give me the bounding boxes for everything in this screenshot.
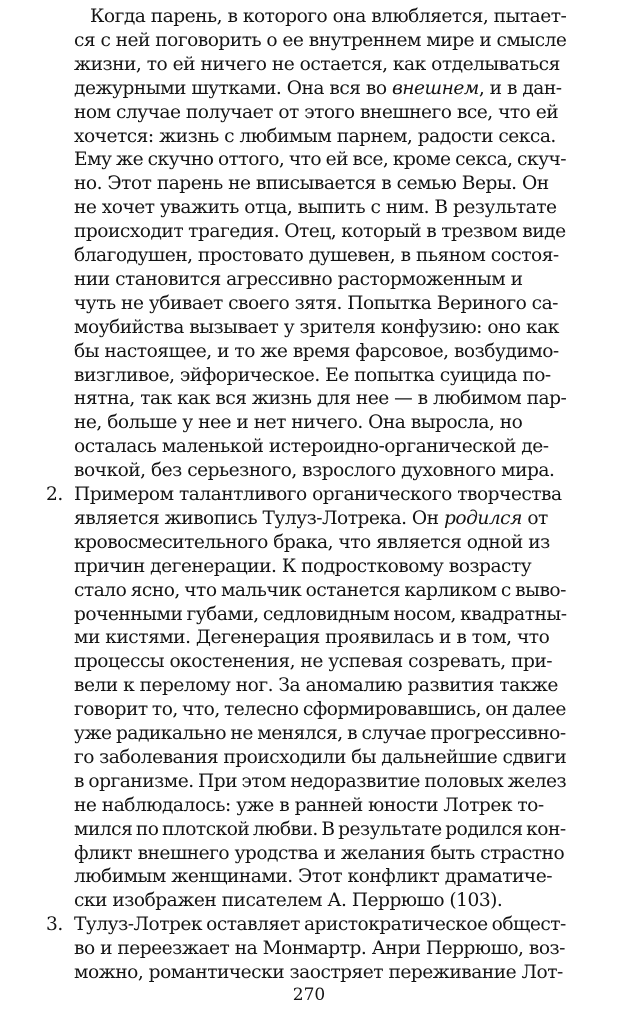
text-line: нии становится агрессивно расторможенным и — [74, 268, 523, 290]
text-line: мился по плотской любви. В результате родился кон- — [74, 818, 566, 840]
text-line: уже радикально не менялся, в случае прогрессивно- — [74, 723, 566, 744]
text-line: бы настоящее, и то же время фарсовое, возбудимо- — [74, 340, 559, 362]
text-line: но. Этот парень не вписывается в семью Веры. Он — [74, 173, 549, 195]
text-line: го заболевания происходили бы дальнейшие сдвиги — [74, 746, 567, 768]
text-line: причин дегенерации. К подростковому возрасту — [74, 555, 532, 577]
text-line: любимым женщинами. Этот конфликт драматиче- — [74, 866, 552, 888]
text-line: вочкой, без серьезного, взрослого духовного мира. — [74, 460, 555, 482]
text-line: нятна, так как вся жизнь для нее — в любимом пар- — [74, 388, 567, 410]
text-line: не, больше у нее и нет ничего. Она выросла, но — [74, 412, 523, 434]
text-line: ся с ней поговорить о ее внутреннем мире и смысле — [74, 29, 567, 51]
text-line: во и переезжает на Монмартр. Анри Перрюшо, воз- — [74, 938, 565, 960]
text-line: визгливое, эйфорическое. Ее попытка суицида по- — [74, 364, 551, 386]
text-line: роченными губами, седловидным носом, квадратны- — [74, 603, 567, 625]
text-line: чуть не убивает своего зятя. Попытка Вериного са- — [74, 292, 558, 314]
list-number: 3. — [46, 914, 63, 936]
text-line: вели к перелому ног. За аномалию развития также — [74, 675, 558, 697]
text-line: дежурными шутками. Она вся во внешнем, и в дан- — [74, 77, 562, 99]
text-line: Примером талантливого органического творчества — [74, 484, 562, 505]
page-number: 270 — [292, 985, 326, 1005]
list-number: 2. — [46, 484, 63, 505]
text-line: происходит трагедия. Отец, который в трезвом виде — [74, 221, 566, 243]
text-line: осталась маленькой истероидно-органической де- — [74, 436, 549, 458]
text-line: ном случае получает от этого внешнего все, что ей — [74, 101, 559, 123]
text-line: хочется: жизнь с любимым парнем, радости секса. — [74, 125, 556, 147]
text-line: можно, романтически заостряет переживание Лот- — [74, 962, 563, 983]
text-line: не хочет уважить отца, выпить с ним. В результате — [74, 197, 557, 219]
text-line: Когда парень, в которого она влюбляется, пытает- — [90, 6, 567, 27]
text-line: говорит то, что, телесно сформировавшись, он далее — [74, 699, 566, 721]
text-line: ски изображен писателем А. Перрюшо (103). — [74, 890, 503, 912]
text-line: моубийства вызывает у зрителя конфузию: оно как — [74, 316, 559, 338]
text-line: Тулуз-Лотрек оставляет аристократическое общест- — [74, 914, 566, 936]
text-line: не наблюдалось: уже в ранней юности Лотрек то- — [74, 794, 544, 816]
text-line: процессы окостенения, не успевая созревать, при- — [74, 651, 553, 673]
text-line: является живопись Тулуз-Лотрека. Он родился от — [74, 507, 548, 529]
text-line: стало ясно, что мальчик останется карликом с выво- — [74, 579, 566, 601]
text-line: жизни, то ей ничего не остается, как отделываться — [74, 53, 560, 75]
text-line: Ему же скучно оттого, что ей все, кроме секса, скуч- — [74, 149, 567, 171]
text-line: фликт внешнего уродства и желания быть страстно — [74, 842, 565, 864]
text-line: в организме. При этом недоразвитие половых желез — [74, 770, 567, 792]
text-line: кровосмесительного брака, что является одной из — [74, 531, 550, 553]
text-line: ми кистями. Дегенерация проявилась и в том, что — [74, 627, 550, 649]
text-line: благодушен, простовато душевен, в пьяном состоя- — [74, 245, 559, 266]
